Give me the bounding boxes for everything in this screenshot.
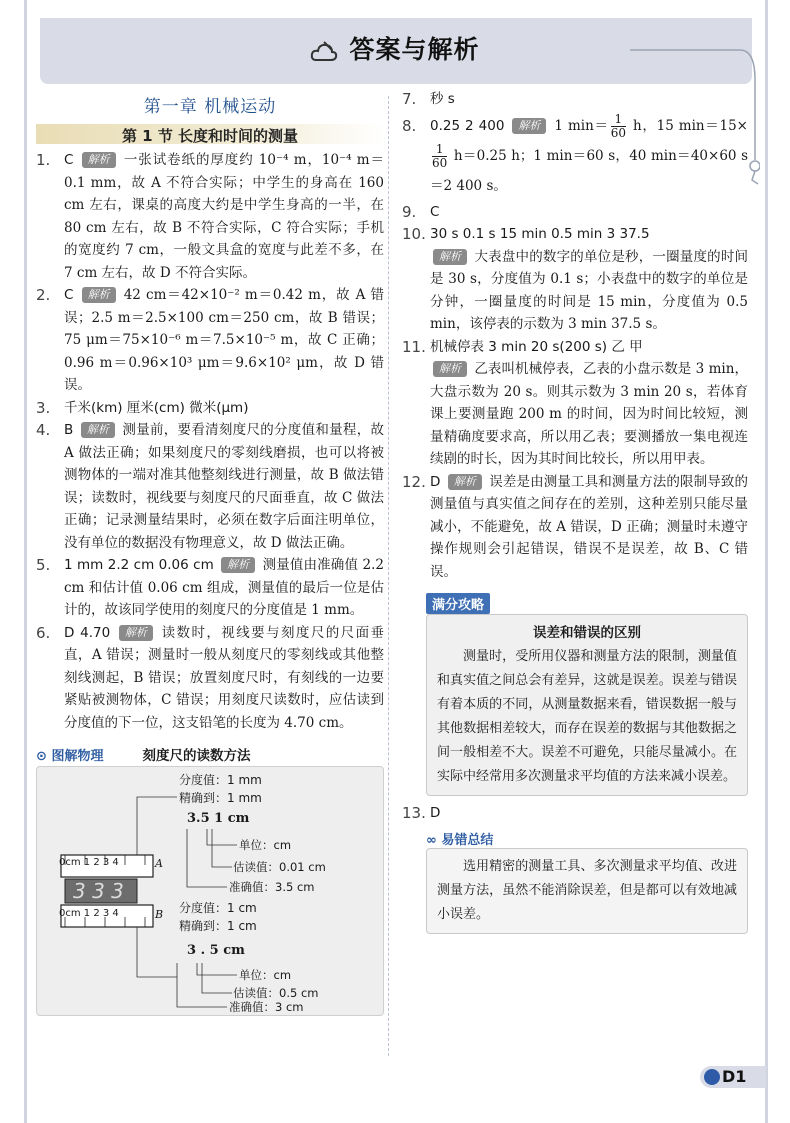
item-number: 4. (36, 421, 51, 439)
answer-item (36, 554, 384, 622)
item-number: 10. (402, 225, 426, 243)
ruler-b-reading: 3 . 5 cm (187, 943, 245, 958)
answer-item (402, 111, 748, 201)
cloud-pencil-icon (310, 40, 338, 68)
item-answer: 机械停表 3 min 20 s(200 s) 乙 甲 (430, 338, 643, 355)
item-number: 11. (402, 337, 426, 356)
answer-item (36, 284, 384, 397)
page-number: D1 (722, 1067, 747, 1086)
ruler-a-unit: 单位：cm (239, 838, 292, 852)
magnifier-icon: ⊙ (36, 749, 47, 764)
tip-body (426, 614, 748, 796)
error-summary-label (426, 829, 493, 848)
explanation-tag: 解析 (82, 287, 116, 303)
ruler-b-scale: 0cm 1 2 3 4 (59, 908, 119, 919)
answer-item (402, 88, 748, 111)
diagram-title: 刻度尺的读数方法 (142, 748, 251, 764)
link-icon: ∞ (426, 832, 437, 848)
fraction-bottom: 60 (610, 125, 626, 140)
item-answer: C (430, 203, 440, 220)
item-explanation: 一张试卷纸的厚度约 10⁻⁴ m，10⁻⁴ m＝0.1 mm，故 A 不符合实际；中学生的身高在 160 cm 左右，课桌的高度大约是中学生身高的一半，在 80 cm 左右，故 B 不符合实际，C 符合实际；手机的宽度约 7 cm，一般文具盒的宽度与此差不多，在 7 cm 左右，故 D 不符合实际。 (64, 152, 385, 281)
item-explanation: 乙表叫机械停表，乙表的小盘示数是 3 min，大盘示数为 20 s。则其示数为 3 min 20 s，若体育课上要测量跑 200 m 的时间，因为时间比较短，测量精确度要求高，所以用乙表；要测播放一集电视连续剧的时长，因为其时间比较长，所以用甲表。 (430, 361, 748, 467)
item-answer: 秒 s (430, 91, 455, 107)
item-answer: C (64, 287, 74, 303)
diagram-label (36, 745, 103, 764)
page-frame-right (765, 0, 768, 1123)
item-number: 1. (36, 151, 51, 169)
page-dot-icon (704, 1069, 720, 1085)
item-number: 3. (36, 398, 51, 417)
item-answer: D (430, 473, 441, 490)
section-heading-text: 第 1 节 长度和时间的测量 (121, 127, 299, 145)
section-heading (36, 123, 384, 145)
item-explanation: 大表盘中的数字的单位是秒，一圈量度的时间是 30 s，分度值为 0.1 s；小表盘中的数字的单位是分钟，一圈量度的时间是 15 min，分度值为 0.5 min，该停表的示数为 3 min 37.5 s。 (430, 248, 749, 332)
explanation-tag: 解析 (82, 152, 116, 168)
item-number: 7. (402, 90, 417, 108)
page-title: 答案与解析 (349, 35, 480, 64)
item-answer: 0.25 2 400 (430, 117, 505, 134)
ruler-a-reading: 3.5 1 cm (187, 811, 250, 826)
item-answer: B (64, 422, 74, 438)
ruler-b-fendu: 分度值：1 cm (179, 901, 257, 915)
item-number: 13. (402, 804, 426, 822)
explanation-tag: 解析 (119, 625, 153, 641)
error-summary-text: 选用精密的测量工具、多次测量求平均值、改进测量方法，虽然不能消除误差，但是都可以有效地减小误差。 (437, 858, 737, 922)
ruler-b-info (179, 899, 257, 935)
answer-item (36, 397, 384, 420)
explanation-tag: 解析 (433, 249, 467, 265)
explanation-tag: 解析 (433, 361, 467, 377)
item-explanation-c: h＝0.25 h；1 min＝60 s，40 min＝40×60 s＝2 400 s。 (430, 147, 748, 194)
ruler-b-estimate: 估读值：0.5 cm (233, 986, 319, 1000)
item-number: 12. (402, 472, 426, 491)
answer-item (402, 223, 748, 336)
ruler-diagram (36, 766, 384, 1016)
explanation-tag: 解析 (512, 118, 546, 134)
item-answer: 1 mm 2.2 cm 0.06 cm (64, 557, 214, 573)
tip-title: 误差和错误的区别 (533, 625, 641, 641)
ruler-b-accurate: 准确值：3 cm (229, 1000, 304, 1014)
answer-item (36, 419, 384, 554)
answer-item (36, 149, 384, 284)
ruler-a-jingque: 精确到：1 mm (179, 791, 262, 805)
explanation-tag: 解析 (81, 422, 115, 438)
item-number: 5. (36, 556, 51, 574)
tip-label: 满分攻略 (426, 593, 490, 614)
item-explanation: 测量值由准确值 2.2 cm 和估计值 0.06 cm 组成，测量值的最后一位是估计的，故该同学使用的刻度尺的分度值是 1 mm。 (64, 557, 384, 618)
item-answer: C (64, 152, 74, 168)
item-answer: D (430, 805, 441, 821)
fraction-bottom: 60 (432, 155, 448, 170)
left-column (36, 88, 384, 1016)
error-summary-label-text: 易错总结 (441, 832, 494, 848)
error-summary-body (426, 848, 748, 934)
error-summary-box (426, 829, 748, 934)
item-explanation-b: h，15 min＝15× (628, 117, 748, 134)
ruler-a-scale: 0cm 1 2 3 4 (59, 857, 119, 868)
item-answer: D 4.70 (64, 624, 111, 641)
ruler-b-jingque: 精确到：1 cm (179, 919, 257, 933)
answer-item (402, 201, 748, 224)
item-number: 2. (36, 286, 51, 304)
item-explanation: 读数时，视线要与刻度尺的尺面垂直，A 错误；测量时一般从刻度尺的零刻线或其他整刻线测起，B 错误；放置刻度尺时，有刻线的一边要紧贴被测物体，C 错误；用刻度尺读数时，应估读到分度值的下一位，这支铅笔的长度为 4.70 cm。 (64, 624, 385, 731)
item-explanation: 42 cm＝42×10⁻² m＝0.42 m，故 A 错误；2.5 m＝2.5×100 cm＝250 cm，故 B 错误；75 μm＝75×10⁻⁶ m＝7.5×10⁻⁵ m，故 C 正确；0.96 m＝0.96×10³ μm＝9.6×10² μm，故 D 错误。 (64, 287, 384, 393)
item-answer: 千米(km) 厘米(cm) 微米(μm) (64, 399, 249, 416)
explanation-tag: 解析 (448, 474, 482, 490)
answer-item (402, 802, 748, 825)
diagram-label-text: 图解物理 (51, 749, 104, 764)
page-frame-left (24, 0, 27, 1123)
item-answer: 30 s 0.1 s 15 min 0.5 min 3 37.5 (430, 226, 650, 242)
fraction-top: 1 (611, 113, 626, 127)
right-column (402, 88, 748, 934)
item-number: 8. (402, 116, 417, 135)
ruler-a-estimate: 估读值：0.01 cm (233, 860, 326, 874)
column-divider (388, 96, 390, 1056)
ruler-b-letter: B (155, 908, 164, 921)
fraction (432, 143, 447, 170)
ruler-a-info (179, 771, 262, 807)
ruler-a-letter: A (155, 857, 163, 870)
svg-text:3 3 3: 3 3 3 (73, 879, 124, 903)
tip-box (426, 593, 748, 796)
item-explanation-a: 1 min＝ (554, 117, 609, 134)
ruler-b-unit: 单位：cm (239, 968, 292, 982)
tip-text: 测量时，受所用仪器和测量方法的限制，测量值和真实值之间总会有差异，这就是误差。误差与错误有着本质的不同，从测量数据来看，错误数据一般与其他数据相差较大，而存在误差的数据与其他数据之间一般相差不大。误差不可避免，只能尽量减小。在实际中经常用多次测量求平均值的方法来减小误差。 (437, 649, 737, 784)
item-number: 9. (402, 202, 417, 221)
answer-item (402, 471, 748, 584)
item-explanation: 测量前，要看清刻度尺的分度值和量程，故 A 做法正确；如果刻度尺的零刻线磨损，也可以将被测物体的一端对准其他整刻线进行测量，故 B 做法错误；读数时，视线要与刻度尺的尺面垂直，故 C 做法正确；记录测量结果时，必须在数字后面注明单位，没有单位的数据没有物理意义，故 D 做法正确。 (64, 422, 384, 551)
ruler-a-fendu: 分度值：1 mm (179, 773, 262, 787)
fraction (611, 113, 626, 140)
answer-item (402, 336, 748, 471)
ruler-diagram-box (36, 744, 384, 1016)
explanation-tag: 解析 (221, 557, 255, 573)
ruler-a-accurate: 准确值：3.5 cm (229, 880, 315, 894)
chapter-heading: 第一章 机械运动 (143, 97, 277, 117)
item-explanation: 误差是由测量工具和测量方法的限制导致的测量值与真实值之间存在的差别，这种差别只能尽量减小，不能避免，故 A 错误，D 正确；测量时未遵守操作规则会引起错误，错误不是误差，故 B、C 错误。 (430, 473, 748, 580)
fraction-top: 1 (432, 143, 447, 157)
item-number: 6. (36, 623, 51, 642)
answer-item (36, 622, 384, 735)
